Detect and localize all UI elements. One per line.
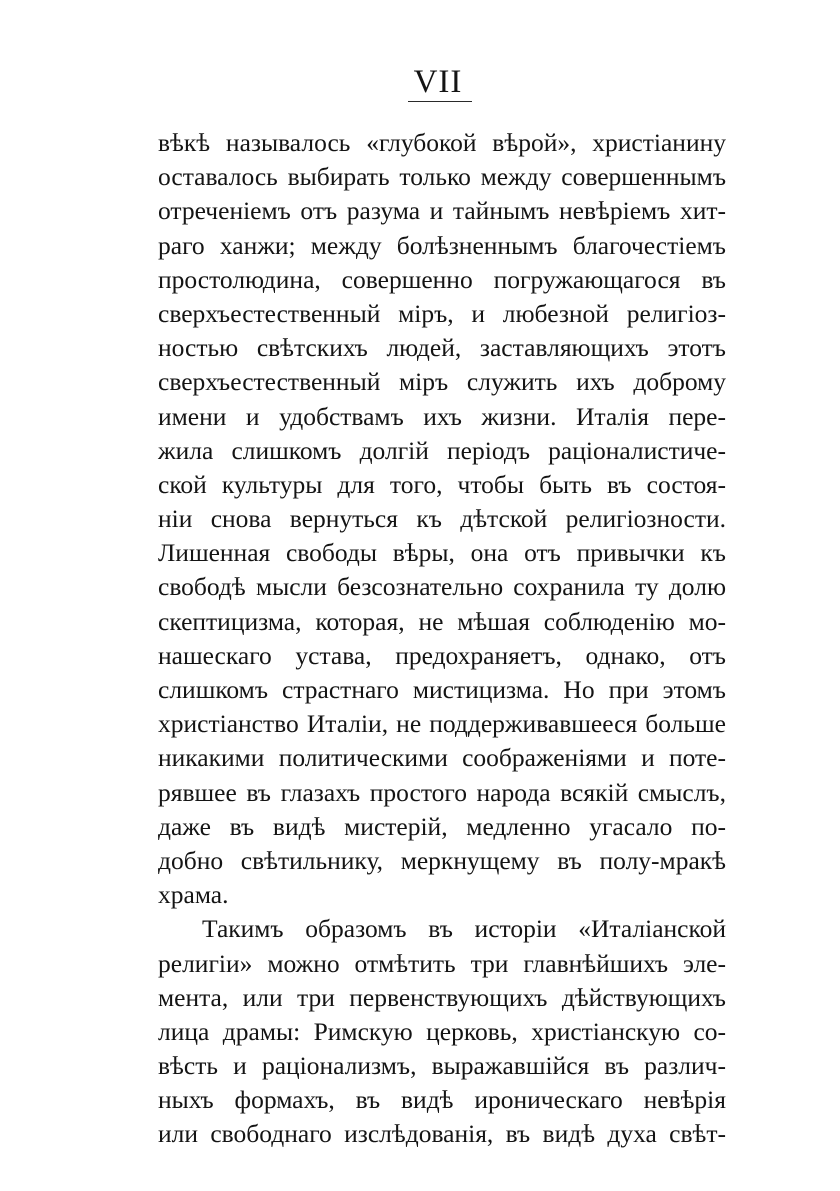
body-text [158, 126, 726, 1152]
text-line: оставалось выбирать только между совершеннымъ [158, 162, 726, 192]
text-line: даже въ видѣ мистерій, медленно угасало по- [158, 811, 726, 841]
text-line: ніи снова вернуться къ дѣтской религіозности. [158, 504, 726, 534]
text-line: слишкомъ страстнаго мистицизма. Но при этомъ [158, 675, 726, 704]
text-line: сверхъестественный міръ, и любезной религіоз- [158, 298, 726, 328]
header-rule [408, 101, 472, 102]
text-line: ныхъ формахъ, въ видѣ ироническаго невѣрія [158, 1085, 726, 1115]
text-line: или свободнаго изслѣдованія, въ видѣ духа свѣт- [158, 1119, 726, 1149]
text-line: нашескаго устава, предохраняетъ, однако, отъ [158, 640, 726, 670]
paragraph-start-line: Такимъ образомъ въ исторіи «Италіанской [202, 914, 726, 944]
text-line: свободѣ мысли безсознательно сохранила ту долю [158, 572, 726, 602]
text-line: Лишенная свободы вѣры, она отъ привычки къ [158, 538, 726, 568]
text-line: жила слишкомъ долгій періодъ раціоналистиче- [158, 435, 726, 465]
text-line: лица драмы: Римскую церковь, христіанскую со- [158, 1016, 726, 1046]
text-line: ностью свѣтскихъ людей, заставляющихъ этотъ [158, 333, 726, 363]
text-line: рявшее въ глазахъ простого народа всякій смыслъ, [158, 777, 726, 807]
text-line: скептицизма, которая, не мѣшая соблюденію мо- [158, 606, 726, 636]
text-line: отреченіемъ отъ разума и тайнымъ невѣріемъ хит- [158, 196, 726, 226]
paragraph-end-line: храма. [158, 880, 229, 910]
text-line: ской культуры для того, чтобы быть въ состоя- [158, 469, 726, 499]
text-line: раго ханжи; между болѣзненнымъ благочестіемъ [158, 230, 726, 260]
text-line: мента, или три первенствующихъ дѣйствующихъ [158, 982, 726, 1012]
text-line: религіи» можно отмѣтить три главнѣйшихъ эле- [158, 948, 726, 978]
text-line: добно свѣтильнику, меркнущему въ полу-мракѣ [158, 845, 726, 875]
text-line: вѣсть и раціонализмъ, выражавшійся въ различ- [158, 1051, 726, 1081]
page-number: VII [413, 64, 463, 100]
text-line: никакими политическими соображеніями и поте- [158, 743, 726, 773]
text-line: сверхъестественный міръ служить ихъ доброму [158, 367, 726, 397]
text-line: христіанство Италіи, не поддерживавшееся больше [158, 709, 726, 739]
text-line: вѣкѣ называлось «глубокой вѣрой», христіанину [158, 128, 726, 157]
text-line: имени и удобствамъ ихъ жизни. Италія пере- [158, 401, 726, 431]
text-line: простолюдина, совершенно погружающагося въ [158, 264, 726, 294]
